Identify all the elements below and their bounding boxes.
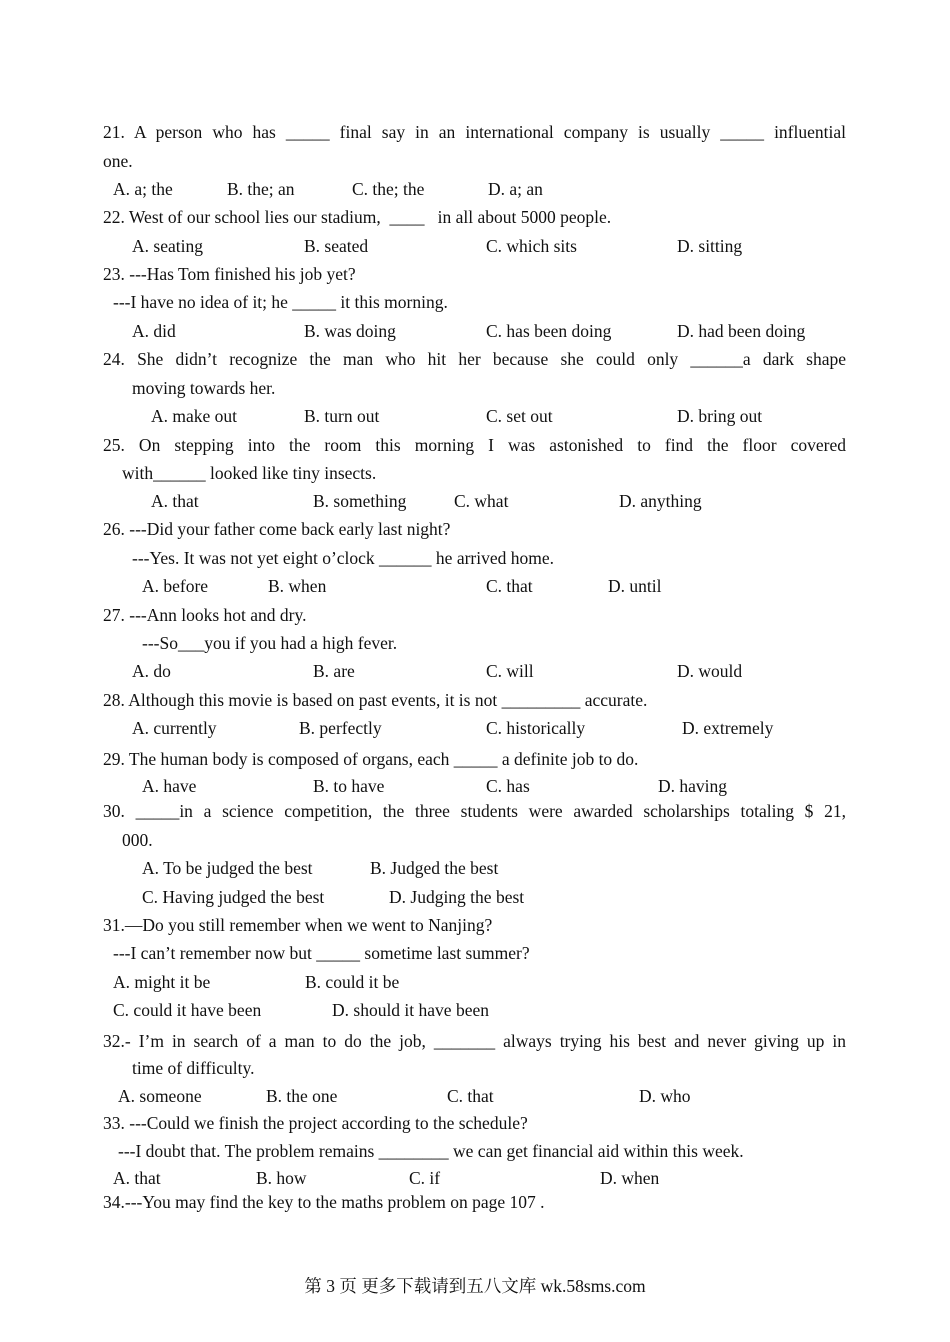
question-30-option-c: C. Having judged the best	[142, 887, 325, 907]
question-25-option-a: A. that	[151, 491, 199, 511]
question-24-stem-cont: moving towards her.	[132, 378, 276, 398]
question-21-stem-cont: one.	[103, 151, 133, 171]
question-23-option-c: C. has been doing	[486, 321, 612, 341]
question-26-stem: 26. ---Did your father come back early last night?	[103, 519, 451, 539]
question-33-option-b: B. how	[256, 1168, 307, 1188]
question-32-option-c: C. that	[447, 1086, 494, 1106]
question-32-option-d: D. who	[639, 1086, 691, 1106]
question-29-option-d: D. having	[658, 776, 728, 796]
question-22-option-d: D. sitting	[677, 236, 743, 256]
question-30-option-d: D. Judging the best	[389, 887, 525, 907]
question-29-option-a: A. have	[142, 776, 197, 796]
question-22-option-c: C. which sits	[486, 236, 577, 256]
question-23-stem-cont: ---I have no idea of it; he _____ it this morning.	[113, 292, 448, 312]
question-33-option-d: D. when	[600, 1168, 660, 1188]
question-31-stem-cont: ---I can’t remember now but _____ sometime last summer?	[113, 943, 530, 963]
question-22-option-a: A. seating	[132, 236, 203, 256]
question-33-stem-cont: ---I doubt that. The problem remains ________ we can get financial aid within this week.	[118, 1141, 744, 1161]
question-30-option-a: A. To be judged the best	[142, 858, 313, 878]
question-25-option-b: B. something	[313, 491, 407, 511]
question-32-stem-cont: time of difficulty.	[132, 1058, 255, 1078]
question-23-option-a: A. did	[132, 321, 176, 341]
question-26-option-c: C. that	[486, 576, 533, 596]
question-32-option-b: B. the one	[266, 1086, 338, 1106]
question-30-stem-cont: 000.	[122, 830, 153, 850]
question-26-stem-cont: ---Yes. It was not yet eight o’clock ______ he arrived home.	[132, 548, 555, 568]
question-24-option-a: A. make out	[151, 406, 238, 426]
question-25-stem-cont: with______ looked like tiny insects.	[122, 463, 377, 483]
question-33-option-a: A. that	[113, 1168, 161, 1188]
question-24-option-c: C. set out	[486, 406, 553, 426]
question-28-option-a: A. currently	[132, 718, 217, 738]
question-23-stem: 23. ---Has Tom finished his job yet?	[103, 264, 356, 284]
question-23-option-d: D. had been doing	[677, 321, 806, 341]
question-22-option-b: B. seated	[304, 236, 369, 256]
question-21-option-d: D. a; an	[488, 179, 543, 199]
question-21-option-c: C. the; the	[352, 179, 425, 199]
question-31-option-c: C. could it have been	[113, 1000, 262, 1020]
question-23-option-b: B. was doing	[304, 321, 396, 341]
question-30-option-b: B. Judged the best	[370, 858, 499, 878]
question-21-option-b: B. the; an	[227, 179, 295, 199]
question-32-stem: 32.- I’m in search of a man to do the job, _______ always trying his best and never giving up in	[103, 1031, 846, 1051]
question-28-option-c: C. historically	[486, 718, 586, 738]
question-29-option-b: B. to have	[313, 776, 385, 796]
question-27-stem-cont: ---So___you if you had a high fever.	[142, 633, 398, 653]
question-28-option-b: B. perfectly	[299, 718, 382, 738]
question-26-option-b: B. when	[268, 576, 327, 596]
question-30-stem: 30. _____in a science competition, the three students were awarded scholarships totaling $ 21,	[103, 801, 846, 821]
question-31-option-a: A. might it be	[113, 972, 211, 992]
question-32-option-a: A. someone	[118, 1086, 202, 1106]
question-24-stem: 24. She didn’t recognize the man who hit her because she could only ______a dark shape	[103, 349, 846, 369]
question-27-stem: 27. ---Ann looks hot and dry.	[103, 605, 307, 625]
page-footer: 第 3 页 更多下载请到五八文库 wk.58sms.com	[304, 1276, 646, 1296]
question-27-option-a: A. do	[132, 661, 171, 681]
question-26-option-a: A. before	[142, 576, 209, 596]
question-21-option-a: A. a; the	[113, 179, 173, 199]
question-25-option-c: C. what	[454, 491, 509, 511]
question-29-stem: 29. The human body is composed of organs, each _____ a definite job to do.	[103, 749, 639, 769]
question-21-stem: 21. A person who has _____ final say in an international company is usually _____ influential	[103, 122, 846, 142]
question-31-option-d: D. should it have been	[332, 1000, 489, 1020]
question-31-stem: 31.—Do you still remember when we went to Nanjing?	[103, 915, 493, 935]
question-34-stem: 34.---You may find the key to the maths problem on page 107 .	[103, 1192, 545, 1212]
question-24-option-b: B. turn out	[304, 406, 380, 426]
question-27-option-d: D. would	[677, 661, 743, 681]
question-33-option-c: C. if	[409, 1168, 441, 1188]
question-27-option-c: C. will	[486, 661, 534, 681]
question-28-stem: 28. Although this movie is based on past events, it is not _________ accurate.	[103, 690, 648, 710]
question-25-stem: 25. On stepping into the room this morning I was astonished to find the floor covered	[103, 435, 846, 455]
question-24-option-d: D. bring out	[677, 406, 763, 426]
question-31-option-b: B. could it be	[305, 972, 400, 992]
question-33-stem: 33. ---Could we finish the project according to the schedule?	[103, 1113, 528, 1133]
question-28-option-d: D. extremely	[682, 718, 774, 738]
question-27-option-b: B. are	[313, 661, 355, 681]
question-25-option-d: D. anything	[619, 491, 702, 511]
question-29-option-c: C. has	[486, 776, 530, 796]
question-22-stem: 22. West of our school lies our stadium, ____ in all about 5000 people.	[103, 207, 612, 227]
question-26-option-d: D. until	[608, 576, 662, 596]
